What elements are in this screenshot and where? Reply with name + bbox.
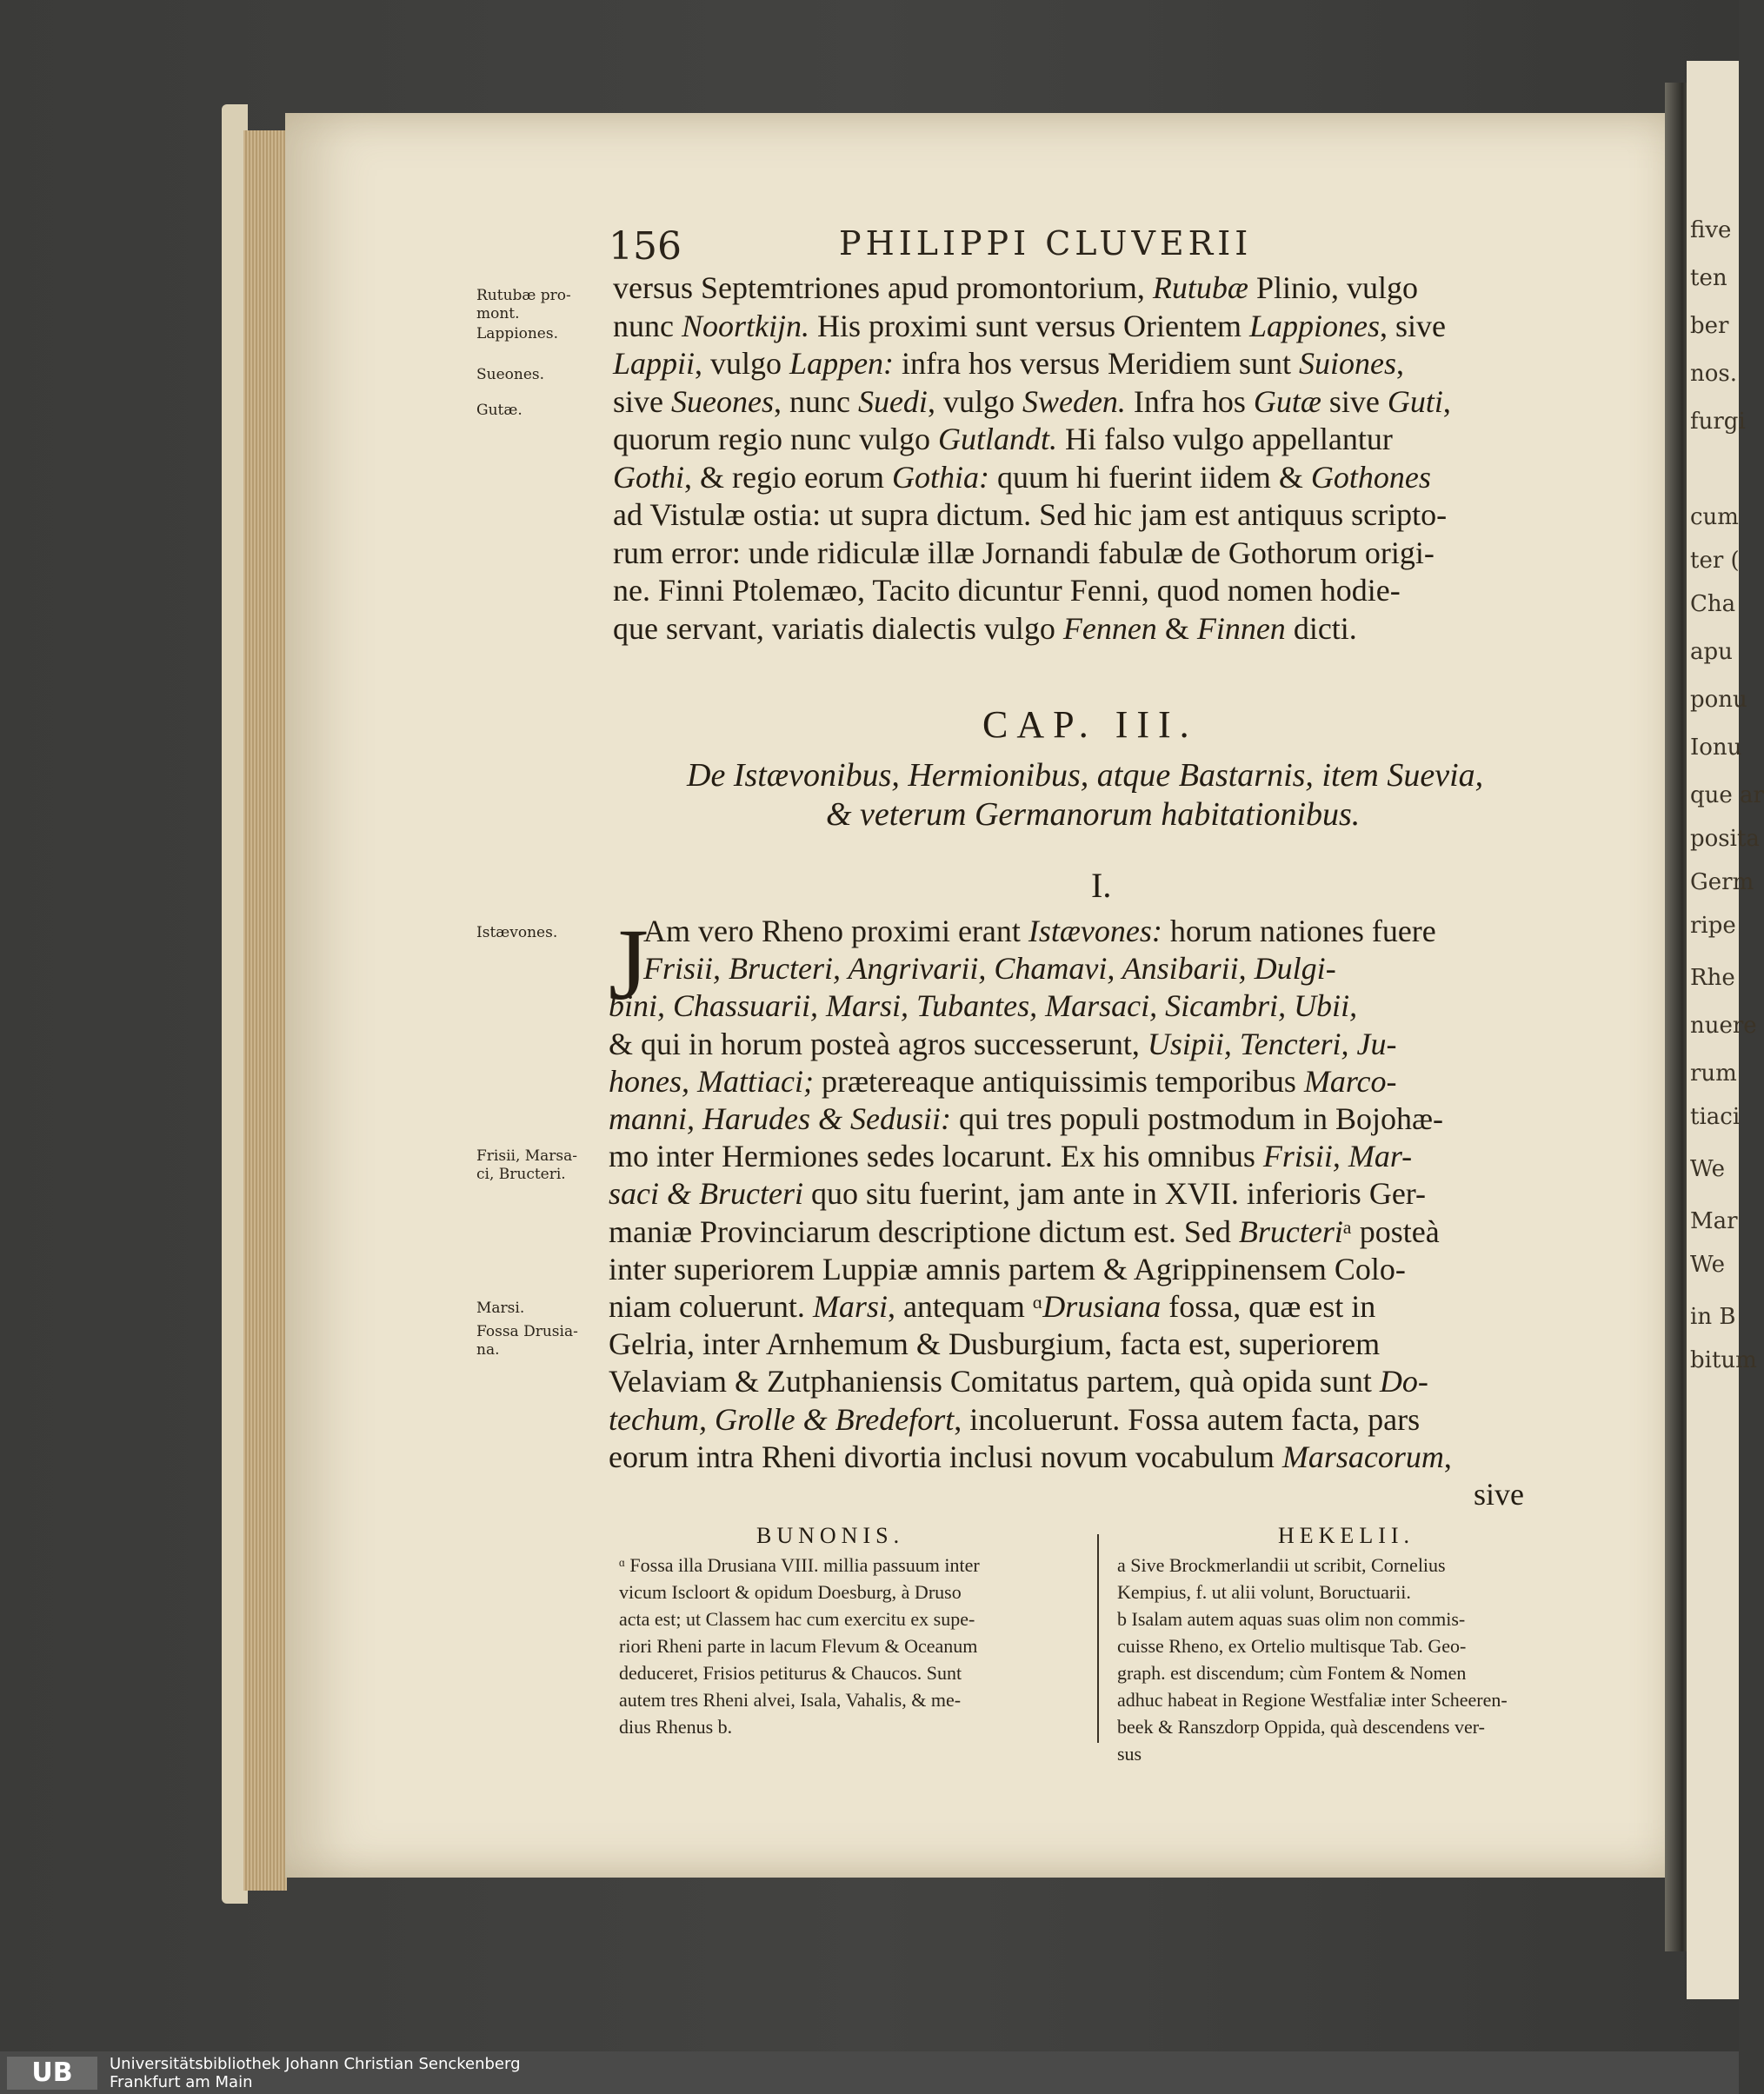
text-line — [609, 1251, 1406, 1287]
italic-run: Sweden. — [1022, 383, 1126, 419]
text-line — [613, 610, 1357, 647]
text-line — [643, 913, 1436, 949]
text-line — [609, 1063, 1397, 1100]
text-run: , incoluerunt. Fossa autem facta, pars — [954, 1401, 1421, 1437]
text-run: , — [1395, 346, 1404, 381]
italic-run: Bructeri — [1238, 1213, 1343, 1249]
chapter-title: CAP. III. — [982, 703, 1198, 746]
facing-page-text: We — [1690, 1156, 1725, 1182]
text-run: niam coluerunt. — [609, 1289, 813, 1324]
italic-run: Noortkijn. — [681, 308, 809, 343]
text-run: , — [1442, 383, 1451, 419]
text-run: sive — [1474, 1477, 1524, 1512]
italic-run: Sueones — [671, 383, 774, 419]
text-run: , vulgo — [695, 346, 790, 381]
facing-page-text: cum — [1690, 504, 1739, 530]
text-line — [609, 1326, 1380, 1362]
text-run: fossa, quæ est in — [1161, 1289, 1376, 1324]
text-line — [613, 572, 1401, 608]
facing-page-text: Cha — [1690, 591, 1736, 617]
italic-run: Fennen — [1062, 610, 1157, 646]
facing-page-text: que ar — [1690, 782, 1764, 808]
text-run: Infra hos — [1125, 383, 1254, 419]
text-run: prætereaque antiquissimis temporibus — [813, 1063, 1304, 1099]
italic-run: techum, Grolle & Bredefort — [609, 1401, 955, 1437]
library-footer-bar — [0, 2051, 1739, 2094]
italic-run: hones, Mattiaci; — [609, 1063, 814, 1099]
drop-cap: J — [609, 907, 649, 1021]
text-line — [609, 1439, 1452, 1475]
footnote-column-divider — [1097, 1534, 1099, 1743]
ub-logo[interactable]: UB — [7, 2057, 97, 2090]
text-line — [609, 987, 1357, 1024]
footnote-line: Kempius, f. ut alii volunt, Boructuarii. — [1117, 1581, 1411, 1603]
text-run: , antequam ᵅ — [887, 1289, 1043, 1324]
text-run: maniæ Provinciarum descriptione dictum est. Sed — [609, 1213, 1239, 1249]
text-line — [613, 383, 1451, 420]
page-number: 156 — [609, 224, 682, 269]
running-head: PHILIPPI CLUVERII — [839, 224, 1253, 263]
italic-run: Drusiana — [1042, 1289, 1162, 1324]
text-run: , — [1443, 1439, 1452, 1474]
footnote-line: beek & Ranszdorp Oppida, quà descendens ver- — [1117, 1716, 1485, 1738]
margin-note-rutubae: Rutubæ pro- mont. — [476, 287, 571, 322]
text-run: inter superiorem Luppiæ amnis partem & Agrippinensem Colo- — [609, 1251, 1406, 1286]
italic-run: Guti — [1387, 383, 1443, 419]
facing-page-text: posita — [1690, 826, 1760, 852]
text-run: Plinio, vulgo — [1248, 270, 1418, 305]
italic-run: Gothia: — [891, 459, 989, 495]
text-run: qui tres populi postmodum in Bojohæ- — [950, 1101, 1443, 1136]
facing-page-text: Ionu — [1690, 735, 1742, 761]
facing-page-text: Germ — [1690, 869, 1754, 895]
footnote-heading-left: BUNONIS. — [756, 1523, 905, 1548]
footnote-line: b Isalam autem aquas suas olim non commis- — [1117, 1608, 1466, 1630]
facing-page-text: bitum — [1690, 1347, 1757, 1373]
footnote-heading-right: HEKELII. — [1278, 1523, 1415, 1548]
italic-run: Suiones — [1298, 346, 1396, 381]
chapter-subtitle-1: De Istævonibus, Hermionibus, atque Bastarnis, item Suevia, — [687, 757, 1484, 794]
footnote-line: cuisse Rheno, ex Ortelio multisque Tab. Geo- — [1117, 1635, 1467, 1657]
facing-page-text: ripe — [1690, 913, 1736, 939]
facing-page-text: furgi — [1690, 409, 1746, 435]
section-number: I. — [1091, 866, 1112, 905]
margin-note-frisii: Frisii, Marsa- ci, Bructeri. — [476, 1147, 578, 1183]
footnote-line: acta est; ut Classem hac cum exercitu ex supe- — [619, 1608, 975, 1630]
text-run: , & regio eorum — [684, 459, 892, 495]
text-run: Gelria, inter Arnhemum & Dusburgium, facta est, superiorem — [609, 1326, 1381, 1362]
facing-page-text: We — [1690, 1252, 1725, 1278]
footnote-line: deduceret, Frisios petiturus & Chaucos. Sunt — [619, 1662, 962, 1684]
footnote-line: graph. est discendum; cùm Fontem & Nomen — [1117, 1662, 1467, 1684]
text-line — [609, 1213, 1440, 1250]
facing-page-fragment — [1687, 61, 1764, 1999]
italic-run: Lappiones — [1248, 308, 1380, 343]
italic-run: bini, Chassuarii, Marsi, Tubantes, Marsaci, Sicambri, Ubii, — [609, 988, 1358, 1024]
italic-run: Frisii, Bructeri, Angrivarii, Chamavi, Ansibarii, Dulgi- — [643, 951, 1336, 987]
text-run: , nunc — [773, 383, 858, 419]
facing-page-text: tiaci — [1690, 1104, 1741, 1130]
text-line — [609, 1363, 1428, 1399]
facing-page-text: ten — [1690, 265, 1727, 291]
text-run: versus Septemtriones apud promontorium, — [613, 270, 1153, 305]
italic-run: Lappii — [613, 346, 696, 381]
text-run: ne. Finni Ptolemæo, Tacito dicuntur Fenni, quod nomen hodie- — [613, 573, 1401, 608]
facing-page-text: ber — [1690, 313, 1729, 339]
text-run: Hi falso vulgo appellantur — [1056, 422, 1393, 456]
text-run: quo situ fuerint, jam ante in XVII. inferioris Ger- — [802, 1176, 1427, 1212]
footnote-line: a Sive Brockmerlandii ut scribit, Cornelius — [1117, 1554, 1446, 1576]
facing-page-text: nuere — [1690, 1013, 1757, 1039]
text-run: dicti. — [1285, 610, 1357, 646]
text-line — [613, 535, 1434, 571]
margin-note-fossa-drusiana: Fossa Drusia- na. — [476, 1323, 578, 1359]
footnote-line: dius Rhenus b. — [619, 1716, 733, 1738]
italic-run: Marsi — [812, 1289, 888, 1324]
margin-note-gutae: Gutæ. — [476, 402, 523, 419]
footnote-line: vicum Iscloort & opidum Doesburg, à Druso — [619, 1581, 962, 1603]
text-line — [613, 459, 1431, 495]
margin-note-sueones: Sueones. — [476, 366, 545, 383]
text-line — [613, 496, 1447, 533]
text-run: ᵃ posteà — [1342, 1213, 1440, 1249]
italic-run: Marsacorum — [1281, 1439, 1444, 1474]
text-run: Velaviam & Zutphaniensis Comitatus partem, quà opida sunt — [609, 1364, 1380, 1399]
footnote-line: adhuc habeat in Regione Westfaliæ inter Scheeren- — [1117, 1689, 1508, 1711]
italic-run: Istævones: — [1028, 914, 1162, 948]
text-run: sive — [1321, 383, 1388, 419]
footer-city: Frankfurt am Main — [110, 2073, 253, 2091]
text-run: horum nationes fuere — [1162, 914, 1436, 948]
facing-page-text: Rhe — [1690, 965, 1735, 991]
text-line — [609, 1138, 1412, 1174]
italic-run: Gutæ — [1253, 383, 1321, 419]
text-run: , vulgo — [927, 383, 1022, 419]
text-line — [643, 950, 1336, 987]
facing-page-text: nos. — [1690, 361, 1738, 387]
footnote-line: riori Rheni parte in lacum Flevum & Oceanum — [619, 1635, 978, 1657]
text-run: Am vero Rheno proximi erant — [643, 914, 1028, 948]
text-line — [613, 269, 1418, 306]
facing-page-text: ponu — [1690, 687, 1747, 713]
italic-run: Usipii, Tencteri, Ju- — [1147, 1026, 1397, 1061]
text-run: , sive — [1379, 308, 1446, 343]
margin-note-lappiones: Lappiones. — [476, 325, 558, 342]
text-run: & qui in horum posteà agros successerunt, — [609, 1026, 1148, 1061]
text-run: ad Vistulæ ostia: ut supra dictum. Sed hic jam est antiquus scripto- — [613, 497, 1448, 532]
text-run: eorum intra Rheni divortia inclusi novum vocabulum — [609, 1439, 1282, 1474]
text-line — [613, 345, 1404, 382]
margin-note-istaevones: Istævones. — [476, 924, 558, 941]
page-block-edge — [243, 130, 287, 1891]
italic-run: Lappen: — [789, 346, 895, 381]
italic-run: Rutubæ — [1152, 270, 1248, 305]
footer-institution-name[interactable]: Universitätsbibliothek Johann Christian Senckenberg — [110, 2055, 521, 2073]
italic-run: saci & Bructeri — [609, 1176, 803, 1212]
text-line — [609, 1175, 1426, 1212]
italic-run: Marco- — [1303, 1063, 1397, 1099]
text-run: nunc — [613, 308, 682, 343]
italic-run: manni, Harudes & Sedusii: — [609, 1101, 951, 1136]
footnote-line: sus — [1117, 1743, 1142, 1765]
text-run: que servant, variatis dialectis vulgo — [613, 610, 1063, 646]
chapter-subtitle-2: & veterum Germanorum habitationibus. — [826, 796, 1361, 833]
italic-run: Do- — [1379, 1364, 1428, 1399]
text-run: quorum regio nunc vulgo — [613, 422, 938, 456]
facing-page-text: ter ( — [1690, 548, 1740, 574]
facing-page-text: in B — [1690, 1304, 1736, 1330]
text-line — [609, 1288, 1375, 1325]
text-line — [609, 1026, 1397, 1062]
margin-note-marsi: Marsi. — [476, 1300, 525, 1317]
text-line — [613, 421, 1393, 457]
footnote-line: ᵅ Fossa illa Drusiana VIII. millia passuum inter — [619, 1554, 980, 1576]
text-line — [1474, 1476, 1524, 1512]
italic-run: Frisii, Mar- — [1262, 1139, 1413, 1174]
facing-page-text: five — [1690, 217, 1732, 243]
italic-run: Gothones — [1310, 459, 1431, 495]
text-run: His proximi sunt versus Orientem — [809, 308, 1249, 343]
facing-page-text: Mar — [1690, 1208, 1738, 1234]
footnote-line: autem tres Rheni alvei, Isala, Vahalis, & me- — [619, 1689, 962, 1711]
text-run: & — [1156, 610, 1197, 646]
italic-run: Gutlandt. — [937, 422, 1057, 456]
text-line — [613, 308, 1446, 344]
text-run: sive — [613, 383, 671, 419]
text-line — [609, 1100, 1443, 1137]
facing-page-text: apu — [1690, 639, 1733, 665]
facing-page-text: rum — [1690, 1060, 1737, 1087]
text-run: quum hi fuerint iidem & — [989, 459, 1311, 495]
text-line — [609, 1401, 1420, 1438]
text-run: infra hos versus Meridiem sunt — [894, 346, 1299, 381]
italic-run: Finnen — [1196, 610, 1286, 646]
italic-run: Suedi — [857, 383, 928, 419]
italic-run: Gothi — [613, 459, 685, 495]
text-run: rum error: unde ridiculæ illæ Jornandi fabulæ de Gothorum origi- — [613, 535, 1434, 570]
text-run: mo inter Hermiones sedes locarunt. Ex his omnibus — [609, 1139, 1263, 1174]
